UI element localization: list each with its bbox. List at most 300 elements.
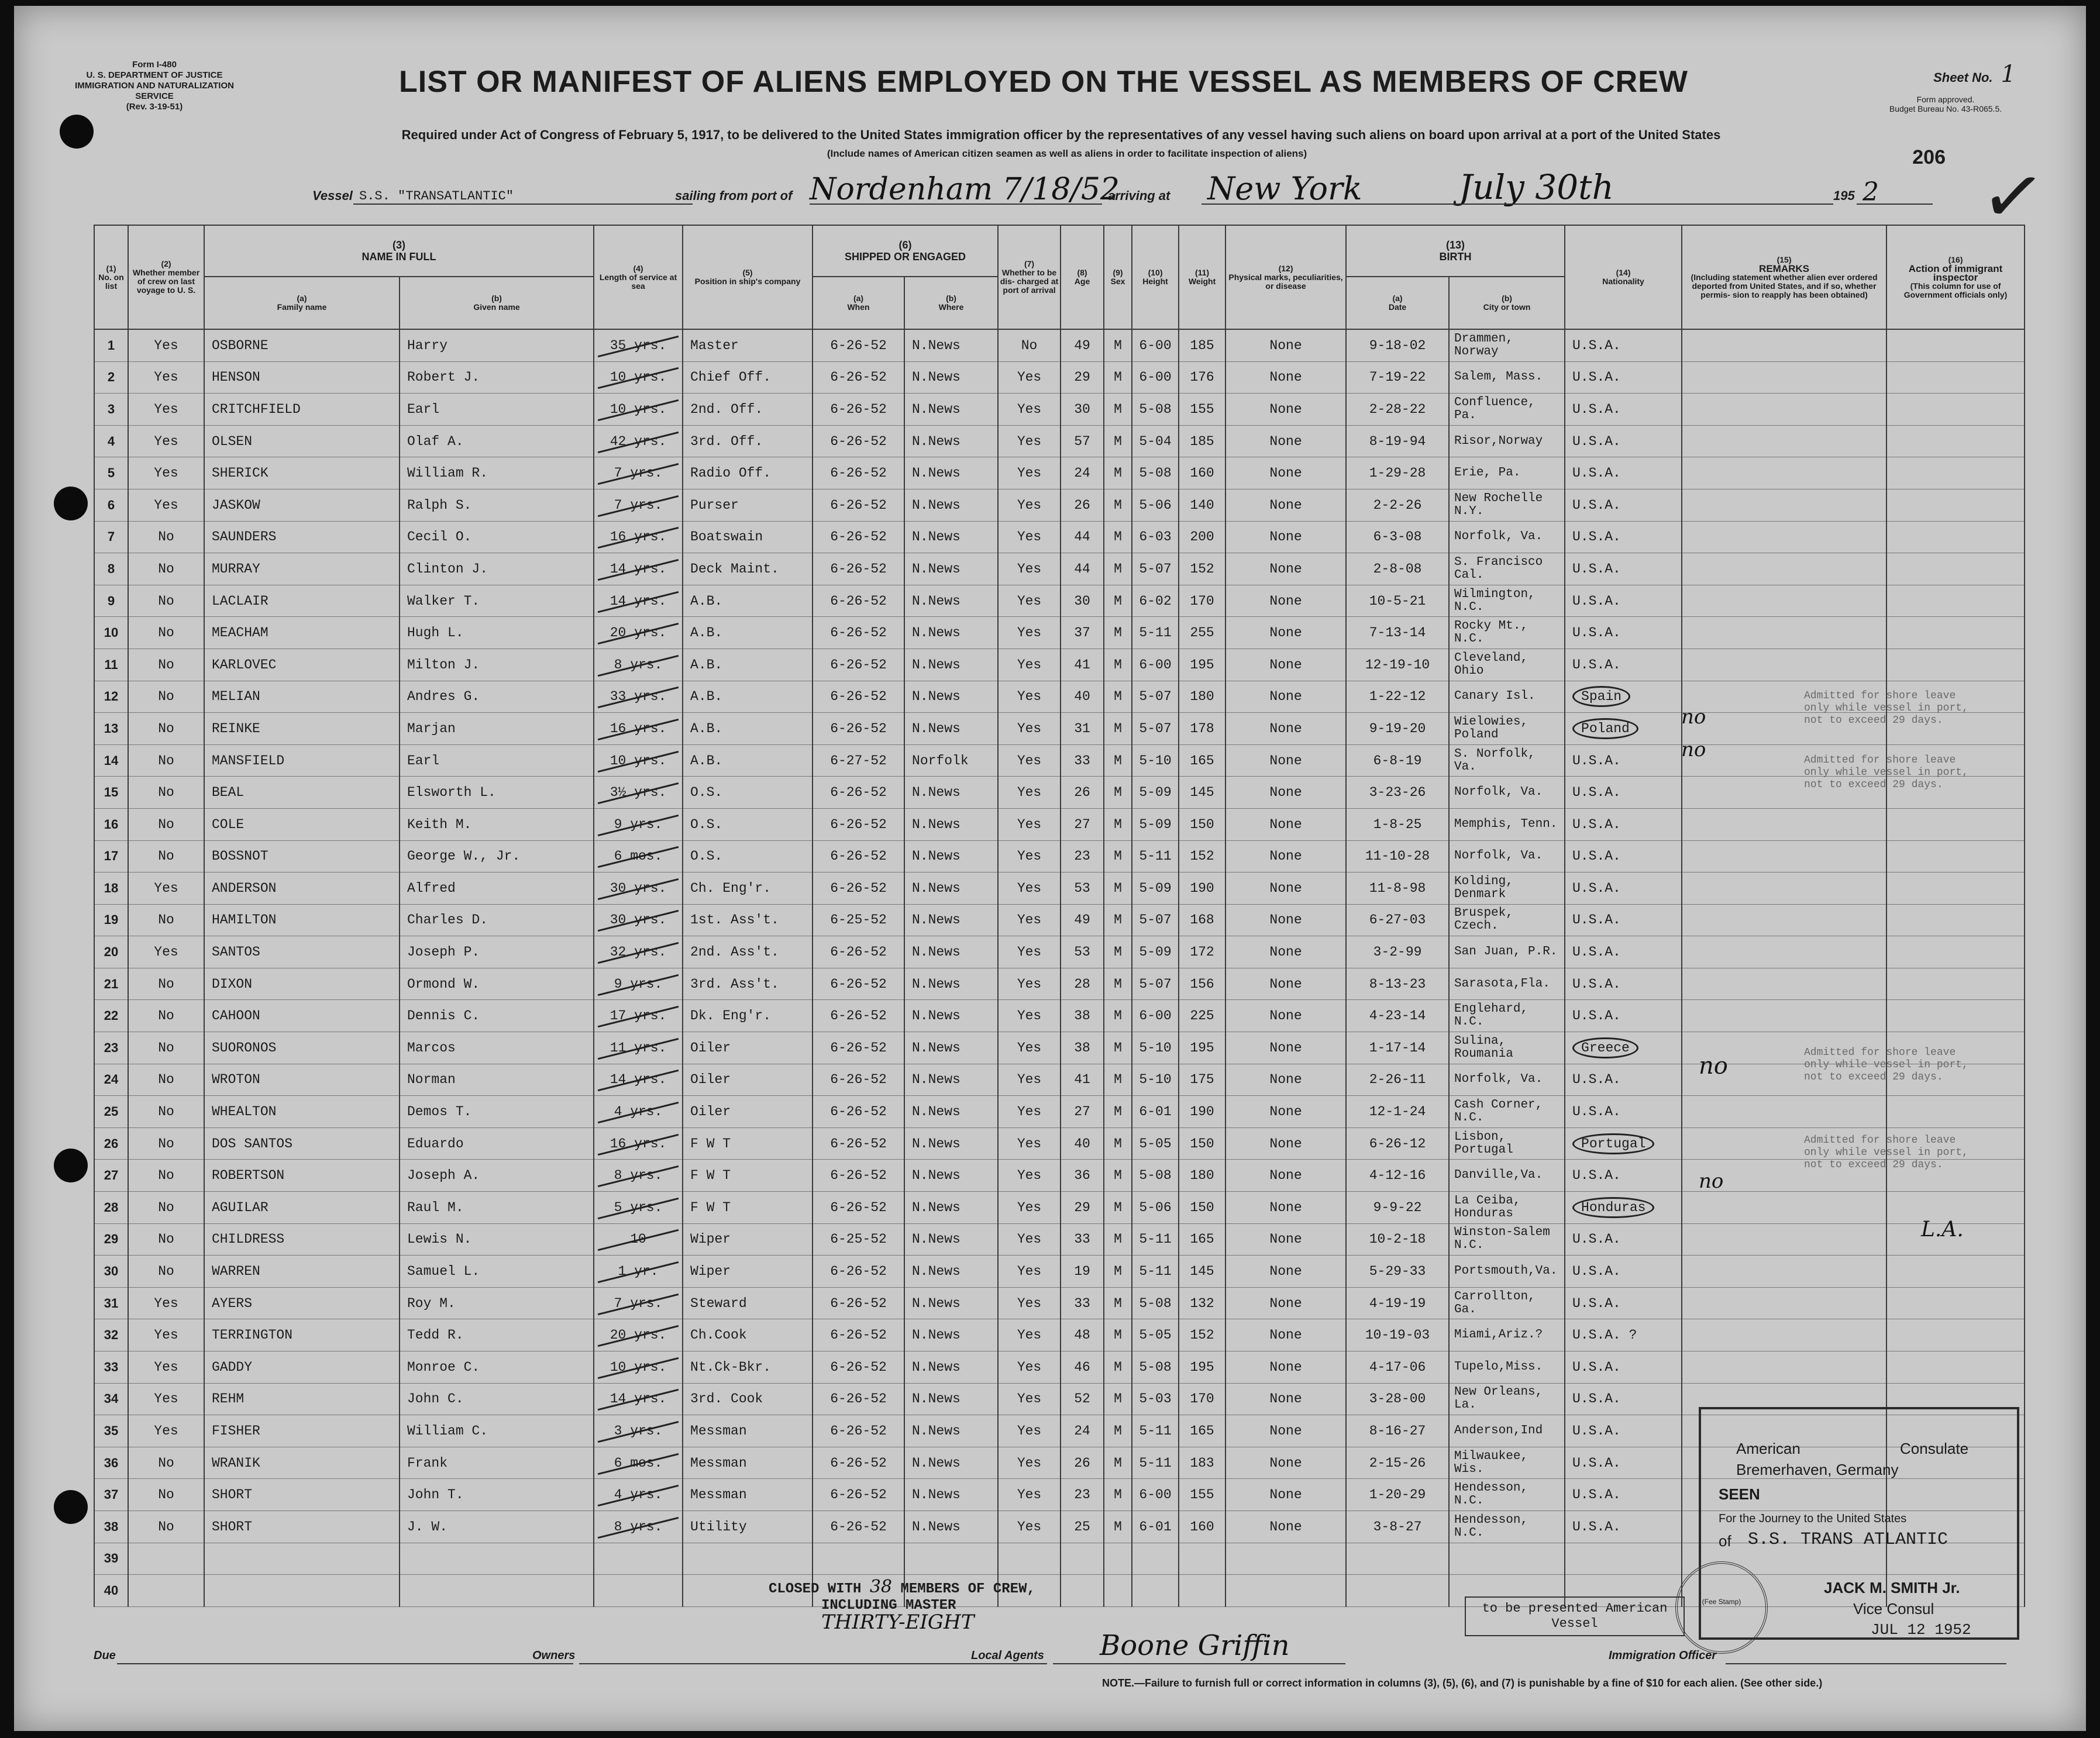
- cell-service: 4 yrs.: [594, 1479, 683, 1511]
- cell-when: 6-26-52: [813, 617, 904, 649]
- cell-marks: None: [1225, 1000, 1346, 1032]
- cell-height: 5-08: [1132, 394, 1179, 426]
- table-row: [94, 1064, 2025, 1096]
- cell-weight: 150: [1179, 1192, 1225, 1224]
- cell-prev: No: [128, 1479, 204, 1511]
- cell-position: Oiler: [683, 1096, 813, 1128]
- cell-prev: No: [128, 1096, 204, 1128]
- cell-family: SUORONOS: [204, 1032, 400, 1064]
- cell-service: 4 yrs.: [594, 1096, 683, 1128]
- cell-remarks: [1682, 329, 1886, 361]
- cell-family: SHERICK: [204, 457, 400, 489]
- cell-sex: M: [1104, 1383, 1132, 1415]
- cell-family: HAMILTON: [204, 904, 400, 936]
- cell-given: Demos T.: [400, 1096, 594, 1128]
- cell-nat: U.S.A.: [1565, 1415, 1682, 1447]
- cell-family: AGUILAR: [204, 1192, 400, 1224]
- cell-weight: 170: [1179, 585, 1225, 617]
- cell-no: 37: [94, 1479, 128, 1511]
- cell-sex: M: [1104, 1064, 1132, 1096]
- cell-where: N.News: [904, 713, 998, 745]
- cell-marks: None: [1225, 1032, 1346, 1064]
- cell-remarks: [1682, 425, 1886, 457]
- cell-position: Boatswain: [683, 521, 813, 553]
- cell-discharge: Yes: [998, 1000, 1061, 1032]
- cell-service: 8 yrs.: [594, 1511, 683, 1543]
- cell-when: 6-26-52: [813, 808, 904, 840]
- cell-when: 6-26-52: [813, 425, 904, 457]
- table-row: [94, 329, 2025, 361]
- cell-discharge: Yes: [998, 681, 1061, 713]
- cell-family: ROBERTSON: [204, 1160, 400, 1192]
- cell-where: N.News: [904, 840, 998, 873]
- cell-height: 5-10: [1132, 744, 1179, 777]
- cell-service: 16 yrs.: [594, 713, 683, 745]
- cell-given: Milton J.: [400, 649, 594, 681]
- cell-marks: None: [1225, 553, 1346, 585]
- cell-no: 18: [94, 873, 128, 905]
- cell-family: CRITCHFIELD: [204, 394, 400, 426]
- cell-family: WARREN: [204, 1256, 400, 1288]
- cell-when: 6-26-52: [813, 873, 904, 905]
- cell-marks: None: [1225, 713, 1346, 745]
- cell-no: 14: [94, 744, 128, 777]
- cell-height: 6-01: [1132, 1511, 1179, 1543]
- arrival-year: 2: [1863, 177, 1879, 207]
- table-row: [94, 585, 2025, 617]
- cell-service: 33 yrs.: [594, 681, 683, 713]
- cell-given: Olaf A.: [400, 425, 594, 457]
- department: U. S. DEPARTMENT OF JUSTICE: [86, 70, 223, 80]
- cell-no: 22: [94, 1000, 128, 1032]
- cell-action: [1886, 904, 2025, 936]
- cell-weight: 152: [1179, 1319, 1225, 1351]
- cell-bdate: 12-1-24: [1346, 1096, 1449, 1128]
- cell-age: 27: [1061, 1096, 1104, 1128]
- cell-sex: M: [1104, 329, 1132, 361]
- cell-weight: 195: [1179, 1032, 1225, 1064]
- cell-marks: None: [1225, 1064, 1346, 1096]
- cell-nat: U.S.A.: [1565, 1447, 1682, 1479]
- table-row: [94, 553, 2025, 585]
- cell-nat: [1565, 1032, 1682, 1064]
- cell-given: Norman: [400, 1064, 594, 1096]
- cell-weight: 185: [1179, 329, 1225, 361]
- cell-discharge: Yes: [998, 744, 1061, 777]
- cell-prev: No: [128, 1032, 204, 1064]
- cell-prev: No: [128, 649, 204, 681]
- cell-nat: U.S.A.: [1565, 744, 1682, 777]
- cell-age: 19: [1061, 1256, 1104, 1288]
- cell-nat: U.S.A.: [1565, 425, 1682, 457]
- col-header-where: (b) Where: [904, 277, 998, 329]
- cell-action: [1886, 329, 2025, 361]
- cell-position: A.B.: [683, 681, 813, 713]
- cell-nat: U.S.A.: [1565, 457, 1682, 489]
- cell-discharge: Yes: [998, 585, 1061, 617]
- cell-weight: 150: [1179, 808, 1225, 840]
- cell-age: 26: [1061, 777, 1104, 809]
- cell-bdate: 9-19-20: [1346, 713, 1449, 745]
- cell-no: 33: [94, 1351, 128, 1384]
- cell-nat: U.S.A.: [1565, 1351, 1682, 1384]
- cell-city: Cash Corner, N.C.: [1449, 1096, 1565, 1128]
- cell-family: FISHER: [204, 1415, 400, 1447]
- cell-where: N.News: [904, 425, 998, 457]
- cell-action: [1886, 873, 2025, 905]
- sailing-port: Nordenham 7/18/52: [810, 172, 1120, 207]
- cell-city: Wilmington, N.C.: [1449, 585, 1565, 617]
- cell-position: Wiper: [683, 1256, 813, 1288]
- cell-family: KARLOVEC: [204, 649, 400, 681]
- cell-position: 1st. Ass't.: [683, 904, 813, 936]
- cell-city: Danville,Va.: [1449, 1160, 1565, 1192]
- table-row: [94, 425, 2025, 457]
- cell-age: 41: [1061, 649, 1104, 681]
- cell-bdate: 7-19-22: [1346, 361, 1449, 394]
- cell-service: 14 yrs.: [594, 1383, 683, 1415]
- table-row: [94, 968, 2025, 1000]
- cell-sex: M: [1104, 521, 1132, 553]
- cell-given: Marcos: [400, 1032, 594, 1064]
- cell-family: ANDERSON: [204, 873, 400, 905]
- cell-discharge: Yes: [998, 361, 1061, 394]
- cell-no: 38: [94, 1511, 128, 1543]
- cell-position: Wiper: [683, 1223, 813, 1256]
- cell-position: A.B.: [683, 713, 813, 745]
- cell-nat: U.S.A.: [1565, 617, 1682, 649]
- cell-family: WRANIK: [204, 1447, 400, 1479]
- cell-prev: Yes: [128, 1319, 204, 1351]
- cell-where: N.News: [904, 521, 998, 553]
- cell-marks: None: [1225, 681, 1346, 713]
- cell-city: Sarasota,Fla.: [1449, 968, 1565, 1000]
- cell-no: 15: [94, 777, 128, 809]
- table-row: [94, 840, 2025, 873]
- cell-position: Messman: [683, 1447, 813, 1479]
- cell-action: [1886, 1256, 2025, 1288]
- cell-given: [400, 1575, 594, 1607]
- cell-family: LACLAIR: [204, 585, 400, 617]
- cell-position: Purser: [683, 489, 813, 521]
- cell-age: 24: [1061, 1415, 1104, 1447]
- cell-sex: M: [1104, 1479, 1132, 1511]
- cell-prev: Yes: [128, 489, 204, 521]
- cell-city: Hendesson, N.C.: [1449, 1511, 1565, 1543]
- cell-given: Cecil O.: [400, 521, 594, 553]
- cell-position: Oiler: [683, 1064, 813, 1096]
- cell-when: 6-26-52: [813, 936, 904, 968]
- cell-when: 6-25-52: [813, 1223, 904, 1256]
- table-row: [94, 489, 2025, 521]
- cell-family: MURRAY: [204, 553, 400, 585]
- cell-where: N.News: [904, 1287, 998, 1319]
- cell-sex: M: [1104, 553, 1132, 585]
- cell-sex: M: [1104, 777, 1132, 809]
- cell-marks: None: [1225, 1415, 1346, 1447]
- cell-given: Charles D.: [400, 904, 594, 936]
- cell-when: 6-26-52: [813, 1032, 904, 1064]
- cell-height: 5-06: [1132, 1192, 1179, 1224]
- cell-weight: 185: [1179, 425, 1225, 457]
- cell-given: [400, 1543, 594, 1575]
- cell-service: 6 mos.: [594, 1447, 683, 1479]
- cell-sex: M: [1104, 744, 1132, 777]
- cell-sex: M: [1104, 1000, 1132, 1032]
- cell-action: [1886, 521, 2025, 553]
- table-row: [94, 808, 2025, 840]
- cell-family: MANSFIELD: [204, 744, 400, 777]
- cell-when: 6-26-52: [813, 1319, 904, 1351]
- cell-remarks: [1682, 936, 1886, 968]
- cell-action: [1886, 968, 2025, 1000]
- cell-discharge: Yes: [998, 489, 1061, 521]
- cell-family: DOS SANTOS: [204, 1127, 400, 1160]
- cell-bdate: 5-29-33: [1346, 1256, 1449, 1288]
- cell-weight: 165: [1179, 744, 1225, 777]
- cell-given: Clinton J.: [400, 553, 594, 585]
- cell-remarks: [1682, 649, 1886, 681]
- table-row: [94, 1096, 2025, 1128]
- stamp-number: 206: [1912, 146, 1946, 168]
- table-row: [94, 1000, 2025, 1032]
- cell-nat: U.S.A.: [1565, 361, 1682, 394]
- cell-weight: 178: [1179, 713, 1225, 745]
- cell-remarks: [1682, 361, 1886, 394]
- cell-remarks: [1682, 1287, 1886, 1319]
- cell-city: Norfolk, Va.: [1449, 840, 1565, 873]
- cell-discharge: Yes: [998, 1383, 1061, 1415]
- cell-discharge: Yes: [998, 1192, 1061, 1224]
- cell-height: 5-11: [1132, 1415, 1179, 1447]
- cell-city: [1449, 1543, 1565, 1575]
- check-mark-icon: ✓: [1975, 148, 2051, 245]
- cell-height: 6-00: [1132, 1479, 1179, 1511]
- cell-remarks: [1682, 873, 1886, 905]
- cell-given: William R.: [400, 457, 594, 489]
- cell-sex: M: [1104, 968, 1132, 1000]
- cell-where: N.News: [904, 1223, 998, 1256]
- cell-city: Hendesson, N.C.: [1449, 1479, 1565, 1511]
- table-row: [94, 1256, 2025, 1288]
- arrival-date: July 30th: [1459, 167, 1614, 207]
- cell-discharge: Yes: [998, 968, 1061, 1000]
- cell-where: N.News: [904, 1447, 998, 1479]
- cell-discharge: Yes: [998, 873, 1061, 905]
- table-row: [94, 1127, 2025, 1160]
- cell-weight: [1179, 1575, 1225, 1607]
- cell-nat: U.S.A.: [1565, 1064, 1682, 1096]
- subtitle-note: (Include names of American citizen seamen as well as aliens in order to facilitate inspection of aliens): [827, 148, 1307, 159]
- cell-remarks: [1682, 1319, 1886, 1351]
- col-header-birth: (13) BIRTH: [1346, 225, 1565, 277]
- cell-where: N.News: [904, 394, 998, 426]
- cell-discharge: Yes: [998, 936, 1061, 968]
- cell-nat: U.S.A.: [1565, 1479, 1682, 1511]
- cell-nat: U.S.A.: [1565, 840, 1682, 873]
- cell-marks: None: [1225, 1319, 1346, 1351]
- cell-family: OLSEN: [204, 425, 400, 457]
- cell-when: 6-26-52: [813, 1192, 904, 1224]
- nationality-circled: Honduras: [1572, 1197, 1654, 1218]
- table-row: [94, 681, 2025, 713]
- col-header-position: (5) Position in ship's company: [683, 225, 813, 329]
- cell-discharge: Yes: [998, 425, 1061, 457]
- cell-weight: [1179, 1543, 1225, 1575]
- cell-bdate: 4-17-06: [1346, 1351, 1449, 1384]
- cell-height: 5-03: [1132, 1383, 1179, 1415]
- cell-family: JASKOW: [204, 489, 400, 521]
- cell-weight: 195: [1179, 1351, 1225, 1384]
- service: IMMIGRATION AND NATURALIZATION SERVICE: [75, 81, 234, 101]
- cell-action: [1886, 1319, 2025, 1351]
- cell-weight: 145: [1179, 777, 1225, 809]
- cell-nat: U.S.A.: [1565, 585, 1682, 617]
- form-identifier: [67, 60, 242, 112]
- cell-city: Cleveland, Ohio: [1449, 649, 1565, 681]
- cell-position: Steward: [683, 1287, 813, 1319]
- cell-weight: 132: [1179, 1287, 1225, 1319]
- cell-no: 39: [94, 1543, 128, 1575]
- cell-family: [204, 1575, 400, 1607]
- cell-city: Risor,Norway: [1449, 425, 1565, 457]
- cell-service: 7 yrs.: [594, 489, 683, 521]
- cell-remarks: [1682, 585, 1886, 617]
- cell-marks: None: [1225, 489, 1346, 521]
- cell-marks: None: [1225, 1287, 1346, 1319]
- cell-bdate: 4-19-19: [1346, 1287, 1449, 1319]
- cell-position: Radio Off.: [683, 457, 813, 489]
- cell-discharge: Yes: [998, 904, 1061, 936]
- cell-position: F W T: [683, 1192, 813, 1224]
- cell-service: 6 mos.: [594, 840, 683, 873]
- cell-service: 16 yrs.: [594, 521, 683, 553]
- cell-no: 8: [94, 553, 128, 585]
- cell-height: 5-11: [1132, 1223, 1179, 1256]
- cell-bdate: 1-29-28: [1346, 457, 1449, 489]
- cell-sex: [1104, 1575, 1132, 1607]
- cell-discharge: Yes: [998, 521, 1061, 553]
- inspector-initials: L.A.: [1921, 1218, 1964, 1242]
- cell-nat: U.S.A.: [1565, 553, 1682, 585]
- cell-sex: M: [1104, 617, 1132, 649]
- vessel-line: Vessel S.S. "TRANSATLANTIC" sailing from port of Nordenham 7/18/52 arriving at New York July 30th 195 2: [312, 181, 1933, 207]
- cell-weight: 160: [1179, 457, 1225, 489]
- cell-height: 5-10: [1132, 1064, 1179, 1096]
- cell-nat: U.S.A.: [1565, 873, 1682, 905]
- consulate-stamp: American Consulate Bremerhaven, Germany SEEN For the Journey to the United States of S.S. TRANS ATLANTIC JACK M. SMITH Jr. Vice Consul JUL 12 1952: [1699, 1407, 2019, 1640]
- cell-action: [1886, 617, 2025, 649]
- cell-where: N.News: [904, 553, 998, 585]
- cell-position: O.S.: [683, 777, 813, 809]
- cell-bdate: 6-8-19: [1346, 744, 1449, 777]
- cell-position: Ch.Cook: [683, 1319, 813, 1351]
- cell-marks: None: [1225, 904, 1346, 936]
- cell-service: 20 yrs.: [594, 1319, 683, 1351]
- table-row: [94, 1032, 2025, 1064]
- cell-city: Miami,Ariz.?: [1449, 1319, 1565, 1351]
- cell-discharge: Yes: [998, 1415, 1061, 1447]
- cell-bdate: 11-8-98: [1346, 873, 1449, 905]
- cell-given: Hugh L.: [400, 617, 594, 649]
- cell-weight: 165: [1179, 1415, 1225, 1447]
- cell-when: 6-26-52: [813, 1127, 904, 1160]
- cell-no: 1: [94, 329, 128, 361]
- cell-bdate: 4-12-16: [1346, 1160, 1449, 1192]
- cell-prev: Yes: [128, 1351, 204, 1384]
- cell-no: 3: [94, 394, 128, 426]
- cell-nat: [1565, 1192, 1682, 1224]
- cell-no: 23: [94, 1032, 128, 1064]
- cell-no: 16: [94, 808, 128, 840]
- cell-service: 30 yrs.: [594, 873, 683, 905]
- cell-age: 24: [1061, 457, 1104, 489]
- cell-city: Bruspek, Czech.: [1449, 904, 1565, 936]
- cell-action: [1886, 1000, 2025, 1032]
- closed-statement: CLOSED WITH 38 MEMBERS OF CREW, INCLUDING MASTER THIRTY-EIGHT: [769, 1577, 1035, 1634]
- cell-city: Englehard, N.C.: [1449, 1000, 1565, 1032]
- cell-sex: M: [1104, 936, 1132, 968]
- subtitle: Required under Act of Congress of February 5, 1917, to be delivered to the United States immigration officer by the representatives of any vessel having such aliens on board upon arrival at a port of the United States: [401, 127, 1721, 142]
- cell-sex: M: [1104, 649, 1132, 681]
- cell-sex: M: [1104, 808, 1132, 840]
- cell-where: Norfolk: [904, 744, 998, 777]
- cell-where: N.News: [904, 329, 998, 361]
- cell-sex: M: [1104, 361, 1132, 394]
- cell-family: SANTOS: [204, 936, 400, 968]
- cell-age: 26: [1061, 489, 1104, 521]
- cell-service: 7 yrs.: [594, 457, 683, 489]
- cell-city: La Ceiba, Honduras: [1449, 1192, 1565, 1224]
- cell-discharge: Yes: [998, 777, 1061, 809]
- cell-where: N.News: [904, 936, 998, 968]
- cell-action: [1886, 649, 2025, 681]
- col-header-when: (a) When: [813, 277, 904, 329]
- cell-height: 5-08: [1132, 1160, 1179, 1192]
- cell-given: Roy M.: [400, 1287, 594, 1319]
- cell-when: 6-26-52: [813, 329, 904, 361]
- cell-height: 5-10: [1132, 1032, 1179, 1064]
- cell-prev: No: [128, 521, 204, 553]
- cell-where: N.News: [904, 873, 998, 905]
- cell-weight: 255: [1179, 617, 1225, 649]
- cell-marks: None: [1225, 1096, 1346, 1128]
- cell-prev: Yes: [128, 1287, 204, 1319]
- cell-service: 1 yr.: [594, 1256, 683, 1288]
- cell-marks: None: [1225, 329, 1346, 361]
- cell-weight: 170: [1179, 1383, 1225, 1415]
- table-row: [94, 1351, 2025, 1384]
- cell-city: Norfolk, Va.: [1449, 521, 1565, 553]
- cell-bdate: 12-19-10: [1346, 649, 1449, 681]
- cell-where: N.News: [904, 457, 998, 489]
- cell-discharge: Yes: [998, 553, 1061, 585]
- cell-weight: 180: [1179, 1160, 1225, 1192]
- cell-service: 42 yrs.: [594, 425, 683, 457]
- cell-city: Kolding, Denmark: [1449, 873, 1565, 905]
- cell-bdate: 10-2-18: [1346, 1223, 1449, 1256]
- cell-when: 6-26-52: [813, 457, 904, 489]
- cell-given: Joseph P.: [400, 936, 594, 968]
- cell-height: 5-05: [1132, 1127, 1179, 1160]
- cell-discharge: [998, 1543, 1061, 1575]
- cell-action: [1886, 361, 2025, 394]
- cell-remarks: [1682, 617, 1886, 649]
- cell-family: WHEALTON: [204, 1096, 400, 1128]
- cell-given: Lewis N.: [400, 1223, 594, 1256]
- cell-service: 10 yrs.: [594, 1351, 683, 1384]
- cell-where: N.News: [904, 1351, 998, 1384]
